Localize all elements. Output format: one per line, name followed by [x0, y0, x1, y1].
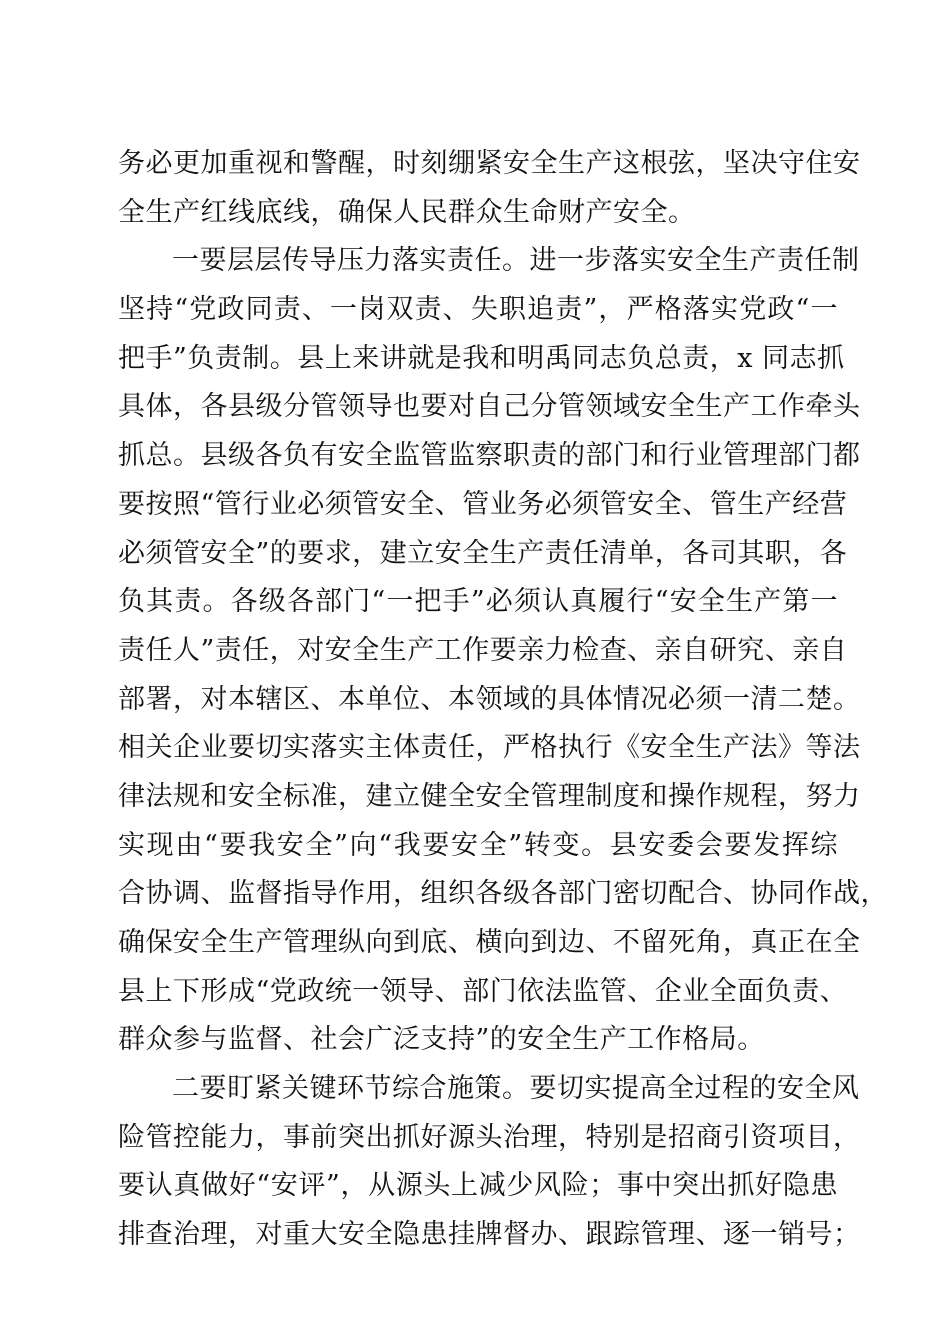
text-line: 排查治理，对重大安全隐患挂牌督办、跟踪管理、逐一销号； — [118, 1219, 861, 1251]
text-line: 全生产红线底线，确保人民群众生命财产安全。 — [118, 196, 696, 228]
text-line: 坚持“党政同责、一岗双责、失职追责”，严格落实党政“一 — [118, 294, 838, 326]
paragraph-start-line: 一要层层传导压力落实责任。进一步落实安全生产责任制 — [172, 245, 860, 277]
text-line: 确保安全生产管理纵向到底、横向到边、不留死角，真正在全 — [118, 927, 861, 958]
text-line: 必须管安全”的要求，建立安全生产责任清单，各司其职，各 — [118, 537, 848, 569]
body-text — [118, 140, 888, 1260]
text-line: 责任人”责任，对安全生产工作要亲力检查、亲自研究、亲自 — [118, 634, 848, 666]
text-line: 负其责。各级各部门“一把手”必须认真履行“安全生产第一 — [118, 586, 838, 618]
paragraph-start-line: 二要盯紧关键环节综合施策。要切实提高全过程的安全风 — [172, 1073, 860, 1105]
text-line: 险管控能力，事前突出抓好源头治理，特别是招商引资项目， — [118, 1121, 861, 1153]
text-line: 合协调、监督指导作用，组织各级各部门密切配合、协同作战， — [118, 878, 888, 910]
text-line: 务必更加重视和警醒，时刻绷紧安全生产这根弦，坚决守住安 — [118, 148, 861, 179]
text-line: 部署，对本辖区、本单位、本领域的具体情况必须一清二楚。 — [118, 683, 861, 715]
text-line: 群众参与监督、社会广泛支持”的安全生产工作格局。 — [118, 1024, 765, 1056]
text-line: 相关企业要切实落实主体责任，严格执行《安全生产法》等法 — [118, 732, 861, 764]
text-line: 把手”负责制。县上来讲就是我和明禹同志负总责，x 同志抓 — [118, 342, 845, 374]
text-line: 律法规和安全标准，建立健全安全管理制度和操作规程，努力 — [118, 780, 861, 812]
text-line: 具体，各县级分管领导也要对自己分管领域安全生产工作牵头 — [118, 391, 861, 423]
text-line: 要按照“管行业必须管安全、管业务必须管安全、管生产经营 — [118, 488, 848, 520]
text-line: 抓总。县级各负有安全监管监察职责的部门和行业管理部门都 — [118, 440, 861, 472]
text-line: 县上下形成“党政统一领导、部门依法监管、企业全面负责、 — [118, 975, 848, 1007]
text-line: 实现由“要我安全”向“我要安全”转变。县安委会要发挥综 — [118, 829, 838, 861]
text-line: 要认真做好“安评”，从源头上减少风险；事中突出抓好隐患 — [118, 1170, 838, 1202]
